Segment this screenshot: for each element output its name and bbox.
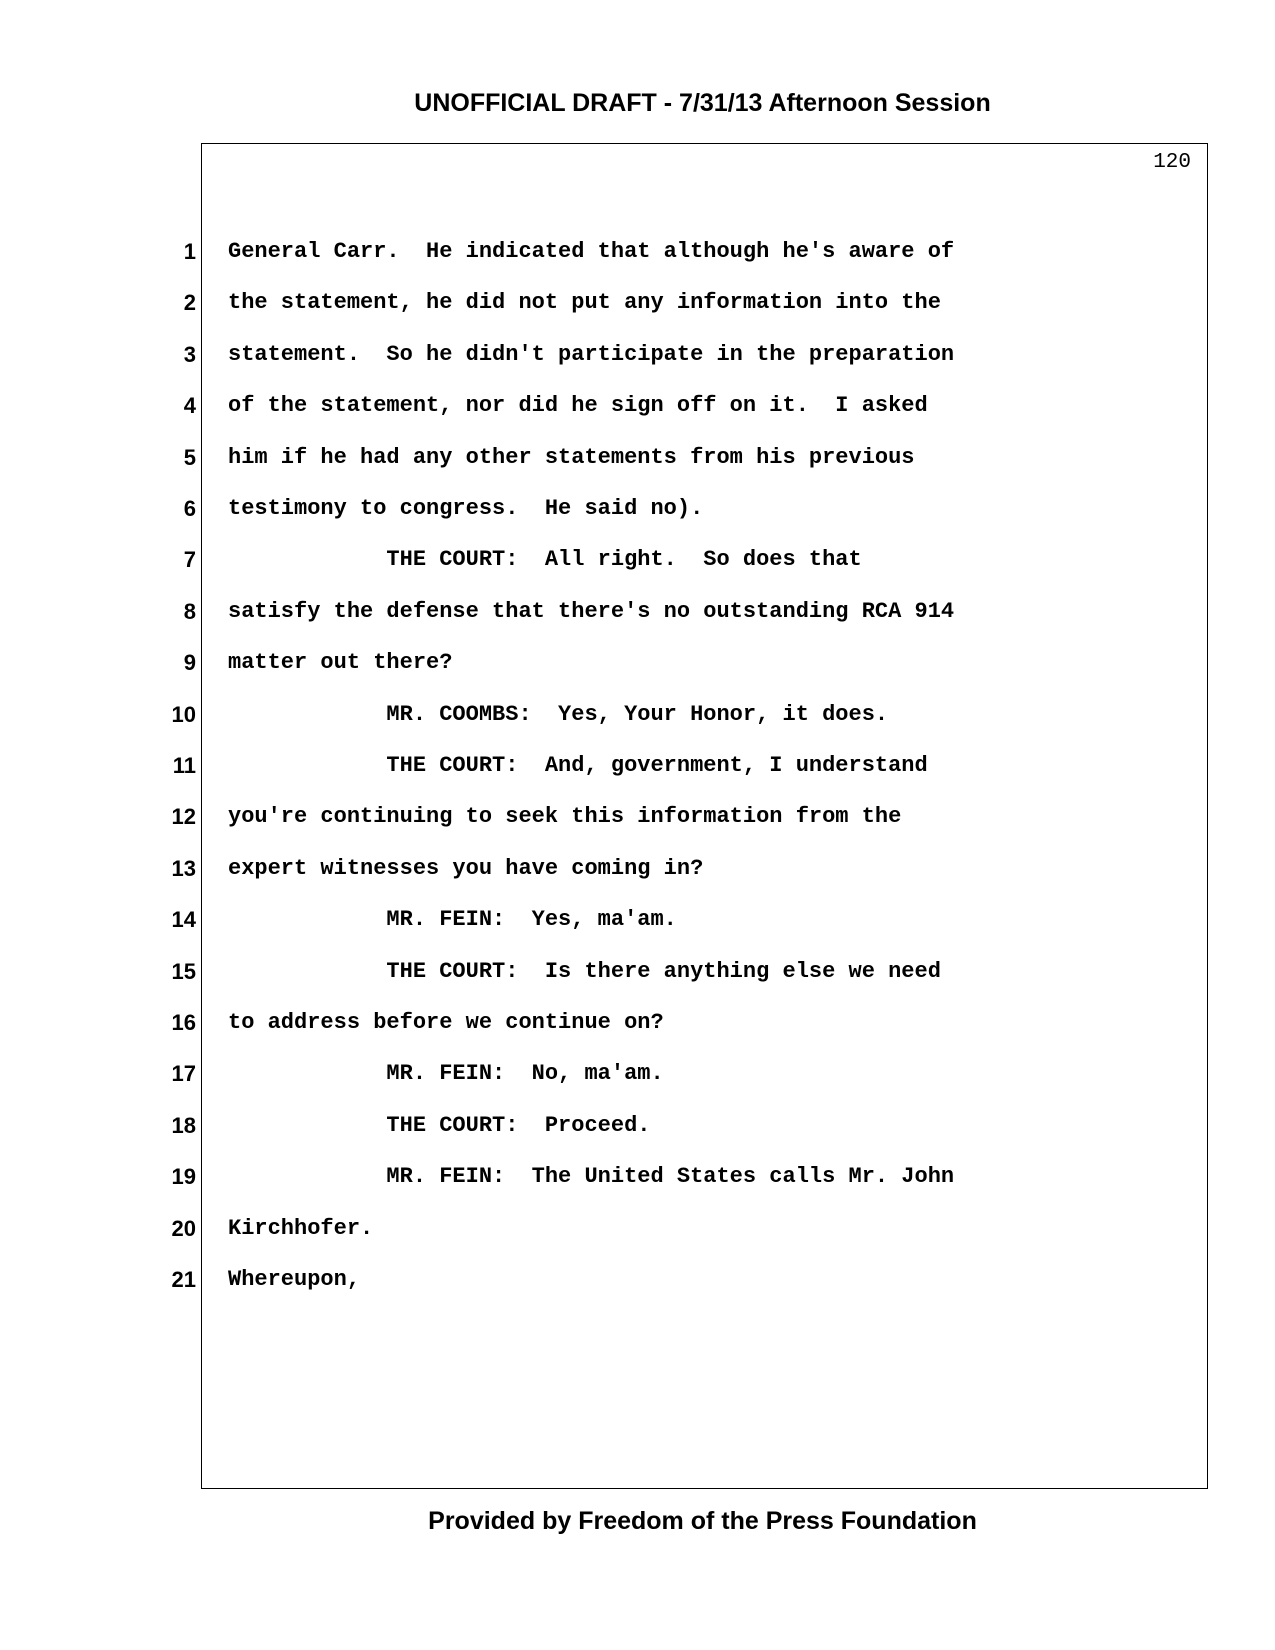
transcript-line: [0, 287, 1275, 319]
transcript-line: [0, 236, 1275, 268]
line-number: 11: [172, 753, 196, 778]
line-text: THE COURT: Proceed.: [228, 1112, 651, 1138]
line-text: MR. FEIN: No, ma'am.: [228, 1061, 664, 1087]
line-number: 7: [183, 547, 196, 573]
transcript-line: [0, 442, 1275, 474]
line-number: 15: [171, 958, 196, 984]
line-number: 5: [183, 444, 196, 470]
line-text: the statement, he did not put any information into the: [228, 290, 941, 316]
line-text: expert witnesses you have coming in?: [228, 855, 704, 881]
transcript-line: [0, 1110, 1275, 1142]
transcript-line: [0, 956, 1275, 988]
line-number: 20: [171, 1215, 196, 1241]
line-number: 2: [183, 290, 196, 316]
line-number: 21: [171, 1267, 196, 1292]
line-text: of the statement, nor did he sign off on it. I asked: [228, 393, 928, 419]
line-text: matter out there?: [228, 650, 453, 676]
line-number: 8: [183, 598, 196, 624]
line-text: Whereupon,: [228, 1267, 361, 1292]
line-number: 4: [183, 393, 196, 419]
transcript-line: [0, 647, 1275, 679]
transcript-line: [0, 1213, 1275, 1245]
line-number: 6: [183, 496, 196, 521]
document-footer: Provided by Freedom of the Press Foundation: [428, 1507, 977, 1535]
line-text: THE COURT: Is there anything else we need: [228, 958, 941, 984]
transcript-line: [0, 493, 1275, 525]
transcript-line: [0, 544, 1275, 576]
line-number: 9: [183, 650, 196, 676]
transcript-line: [0, 390, 1275, 422]
line-number: 1: [183, 239, 196, 264]
transcript-line: [0, 1058, 1275, 1090]
line-text: him if he had any other statements from his previous: [228, 444, 915, 470]
line-number: 18: [171, 1112, 196, 1138]
transcript-line: [0, 1161, 1275, 1193]
transcript-line: [0, 1007, 1275, 1039]
line-number: 12: [171, 804, 196, 830]
transcript-line: [0, 339, 1275, 371]
line-number: 16: [171, 1010, 196, 1035]
transcript-line: [0, 596, 1275, 628]
line-text: statement. So he didn't participate in the preparation: [228, 341, 955, 367]
page-number: 120: [1153, 151, 1191, 174]
transcript-line: [0, 853, 1275, 885]
line-text: MR. FEIN: The United States calls Mr. John: [228, 1164, 955, 1190]
line-number: 10: [171, 701, 196, 727]
line-text: Kirchhofer.: [228, 1215, 374, 1241]
document-header-title: UNOFFICIAL DRAFT - 7/31/13 Afternoon Session: [414, 89, 991, 117]
line-text: testimony to congress. He said no).: [228, 496, 704, 521]
line-text: MR. FEIN: Yes, ma'am.: [228, 907, 677, 933]
line-number: 14: [171, 907, 196, 933]
line-text: MR. COOMBS: Yes, Your Honor, it does.: [228, 701, 889, 727]
transcript-line: [0, 750, 1275, 782]
transcript-line: [0, 801, 1275, 833]
line-number: 19: [171, 1164, 196, 1190]
line-number: 3: [183, 341, 196, 367]
transcript-line: [0, 904, 1275, 936]
line-text: satisfy the defense that there's no outstanding RCA 914: [228, 598, 955, 624]
line-text: to address before we continue on?: [228, 1010, 664, 1035]
transcript-line: [0, 699, 1275, 731]
line-text: THE COURT: All right. So does that: [228, 547, 862, 573]
transcript-line: [0, 1264, 1275, 1296]
line-number: 13: [171, 855, 196, 881]
line-text: General Carr. He indicated that although he's aware of: [228, 239, 955, 264]
line-text: THE COURT: And, government, I understand: [228, 753, 928, 778]
line-number: 17: [171, 1061, 196, 1087]
line-text: you're continuing to seek this information from the: [228, 804, 902, 830]
